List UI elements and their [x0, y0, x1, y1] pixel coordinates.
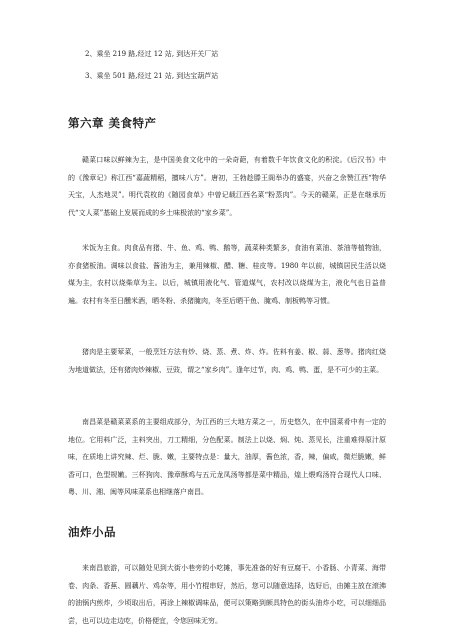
paragraph: 南昌菜是赣菜菜系的主要组成部分，为江西的三大地方菜之一，历史悠久，在中国菜肴中有一定的地位。它用料广泛，主料突出，刀工精细，分色配菜。制法上以烧、焖、炖、蒸见长，注重难得原汁原味，在质地上讲究辣、烂、脆、嫩，主要特点是：量大，油厚，酱色浓，香，辣，偏咸，微烂脆嫩，鲜香可口，色型规嫩。三杯狗肉、豫章酥鸡与五元龙凤汤等都是菜中精品，煌上煨鸡汤符合现代人口味、粤、川、湘、闽等风味菜系也相继落户南昌。: [68, 418, 386, 497]
bus-route-line: 3、乘坐 501 路,经过 21 站, 到达宝葫芦站: [85, 72, 219, 80]
paragraph: 猪肉是主要荤菜，一般烹饪方法有炒、烧、蒸、煮、炸、炸。佐料有姜、椒、蒜、葱等。猪肉红烧为地道做法，还有猪肉炒辣椒、豆豉，谓之“家乡肉”。逢年过节，肉、鸡、鸭、蛋，是不可少的主菜。: [68, 348, 386, 374]
paragraph: 来南昌旅游，可以随处见到大街小巷旁的小吃摊，事先准备的好有豆腐干、小香肠、小青菜、海带卷、肉条、香蕉、圆藕片、鸡杂等，用小竹棍串好，然后，您可以随意选择，选好后，由摊主放在滚沸的油锅内煎炸，少顷取出后，再涂上辣椒调味品，便可以策略到颇具特色的街头油炸小吃，可以细细品尝，也可以边走边吃，价格便宜，令您回味无穷。: [68, 564, 386, 625]
paragraph: 赣菜口味以鲜辣为主，是中国美食文化中的一朵奇葩，有着数千年饮食文化的积淀。《后汉书》中的《豫章记》称江西“嘉蔬精稻，擅味八方”。唐初，王勃趁滕王阁举办的盛宴，兴奋之余赞江西“物华天宝，人杰地灵”。明代袁枚的《随园食单》中曾记载江西名菜“粉蒸肉”。今天的赣菜，正是在继承历代“文人菜”基础上发展而成的乡土味极浓的“家乡菜”。: [68, 156, 386, 217]
chapter-title: 第六章 美食特产: [68, 116, 157, 130]
paragraph: 米饭为主食。肉食品有猪、牛、鱼、鸡、鸭、鹅等，蔬菜种类繁多，食油有菜油、茶油等植物油，亦食猪板油。调味以食盐、酱油为主，兼用辣椒、醋、糖、桂皮等。1980 年以前，城镇居民生活以烧煤为主，农村以烧柴草为主。以后，城镇用液化气、管道煤气，农村改以烧煤为主，液化气也日益普遍。农村有冬至日醺米酒，晒冬粉、杀猪腌肉，冬至后晒干鱼、腌鸡、制板鸭等习惯。: [68, 244, 386, 305]
section-title: 油炸小品: [68, 525, 116, 539]
bus-route-line: 2、乘坐 219 路,经过 12 站, 到达开关厂站: [85, 50, 219, 58]
